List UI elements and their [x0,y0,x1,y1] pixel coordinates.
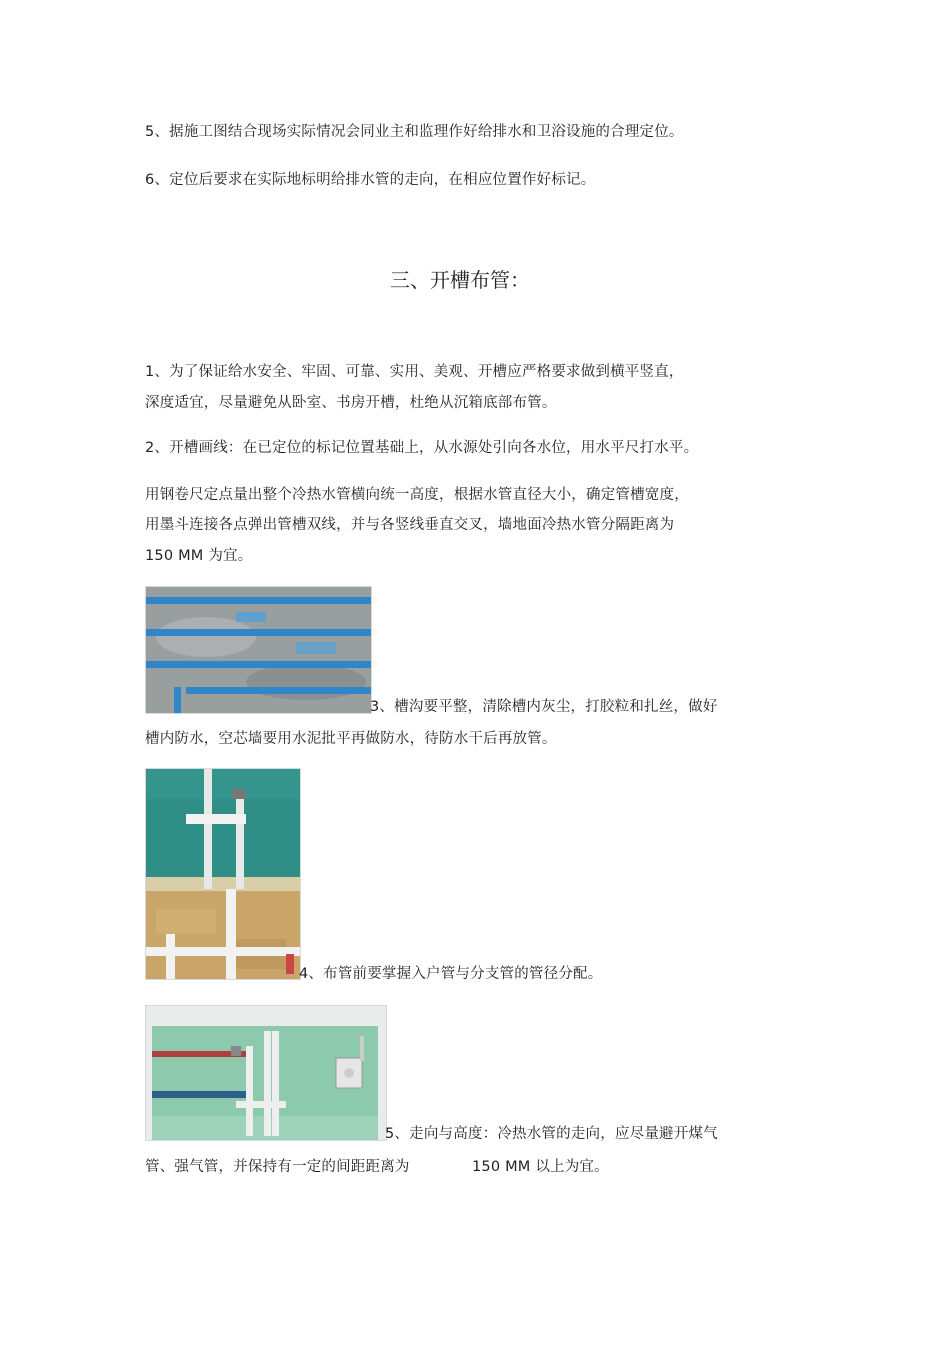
step-1-line-2: 深度适宜，尽量避免从卧室、书房开槽，杜绝从沉箱底部布管。 [145,395,557,411]
paragraph-6: 6、定位后要求在实际地标明给排水管的走向，在相应位置作好标记。 [145,172,596,188]
step-5-line-2b: 150 MM 以上为宜。 [472,1159,609,1175]
section-heading: 三、开槽布管： [390,268,530,292]
white-pipes-photo [145,768,301,980]
step-5-line-2a: 管、强气管，并保持有一定的间距距离为 [145,1159,410,1175]
step-3-line-1: 3、槽沟要平整，清除槽内灰尘，打胶粒和扎丝，做好 [370,699,718,715]
step-1-line-1: 1、为了保证给水安全、牢固、可靠、实用、美观、开槽应严格要求做到横平竖直， [145,364,684,380]
green-room-photo [145,1005,387,1141]
step-3-line-2: 槽内防水，空芯墙要用水泥批平再做防水，待防水干后再放管。 [145,731,557,747]
step-2-line-1: 2、开槽画线：在已定位的标记位置基础上，从水源处引向各水位，用水平尺打水平。 [145,440,699,456]
step-5-line-1: 5、走向与高度：冷热水管的走向，应尽量避开煤气 [385,1126,718,1142]
step-2-line-3: 用墨斗连接各点弹出管槽双线，并与各竖线垂直交叉，墙地面冷热水管分隔距离为 [145,517,675,533]
step-4: 4、布管前要掌握入户管与分支管的管径分配。 [299,966,603,982]
blue-pipes-photo [145,586,372,714]
step-2-line-4: 150 MM 为宜。 [145,548,253,564]
step-2-line-2: 用钢卷尺定点量出整个冷热水管横向统一高度，根据水管直径大小，确定管槽宽度， [145,487,689,503]
paragraph-5: 5、据施工图结合现场实际情况会同业主和监理作好给排水和卫浴设施的合理定位。 [145,124,684,140]
